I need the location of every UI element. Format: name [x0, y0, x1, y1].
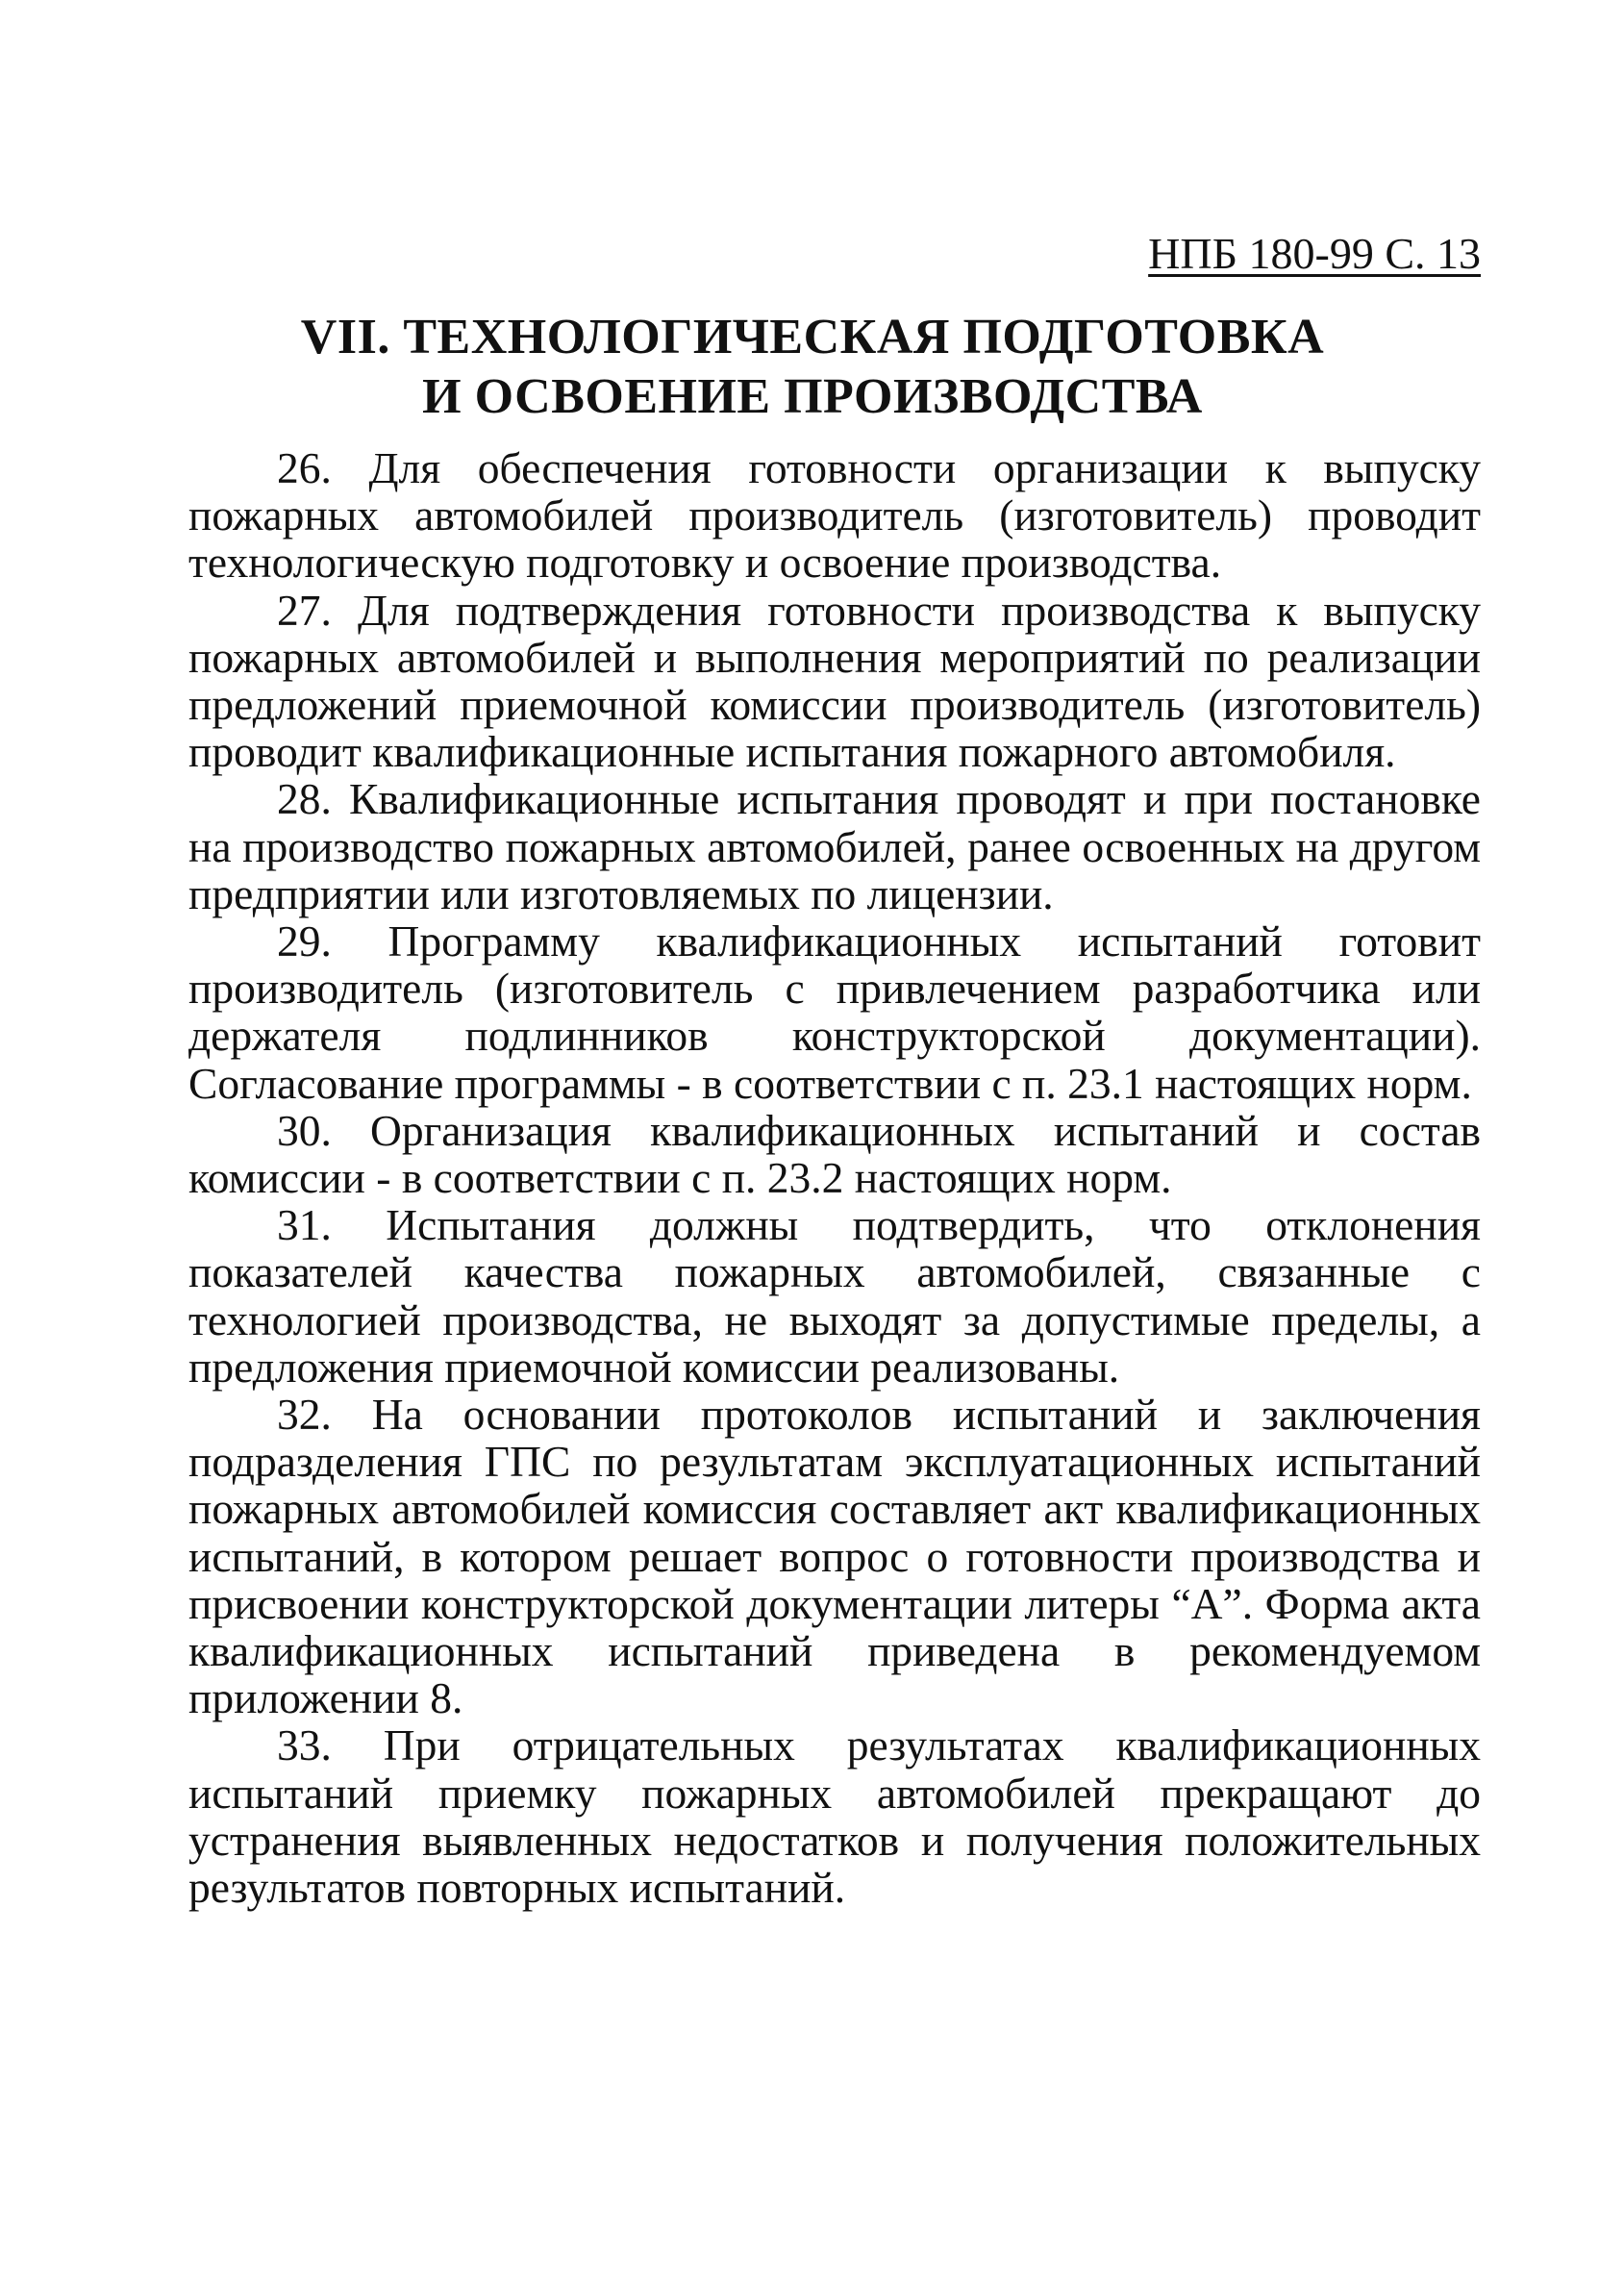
paragraph-32: 32. На основании протоколов испытаний и заключения подразделения ГПС по результатам эксплуатационных испытаний пожарных автомобилей комиссия составляет акт квалификационных испытаний, в котором решает вопрос о готовности производства и присвоении конструкторской документации литеры “А”. Форма акта квалификационных испытаний приведена в рекомендуемом приложении 8.	[188, 1390, 1481, 1723]
page-header: НПБ 180-99 С. 13	[1148, 229, 1481, 278]
paragraph-26: 26. Для обеспечения готовности организации к выпуску пожарных автомобилей производитель (изготовитель) проводит технологическую подготовку и освоение производства.	[188, 443, 1481, 588]
section-title	[192, 308, 1433, 427]
paragraph-31: 31. Испытания должны подтвердить, что отклонения показателей качества пожарных автомобилей, связанные с технологией производства, не выходят за допустимые пределы, а предложения приемочной комиссии реализованы.	[188, 1200, 1481, 1392]
paragraph-28: 28. Квалификационные испытания проводят и при постановке на производство пожарных автомобилей, ранее освоенных на другом предприятии или изготовляемых по лицензии.	[188, 774, 1481, 918]
section-title-line-2: И ОСВОЕНИЕ ПРОИЗВОДСТВА	[422, 369, 1203, 424]
paragraph-27: 27. Для подтверждения готовности производства к выпуску пожарных автомобилей и выполнения мероприятий по реализации предложений приемочной комиссии производитель (изготовитель) проводит квалификационные испытания пожарного автомобиля.	[188, 585, 1481, 777]
paragraph-29: 29. Программу квалификационных испытаний готовит производитель (изготовитель с привлечением разработчика или держателя подлинников конструкторской документации). Согласование программы - в соответствии с п. 23.1 настоящих норм.	[188, 916, 1481, 1108]
paragraph-30: 30. Организация квалификационных испытаний и состав комиссии - в соответствии с п. 23.2 настоящих норм.	[188, 1105, 1481, 1203]
section-title-line-1: VII. ТЕХНОЛОГИЧЕСКАЯ ПОДГОТОВКА	[300, 310, 1325, 364]
paragraph-33: 33. При отрицательных результатах квалификационных испытаний приемку пожарных автомобилей прекращают до устранения выявленных недостатков и получения положительных результатов повторных испытаний.	[188, 1720, 1481, 1913]
section-body	[188, 444, 1481, 1911]
